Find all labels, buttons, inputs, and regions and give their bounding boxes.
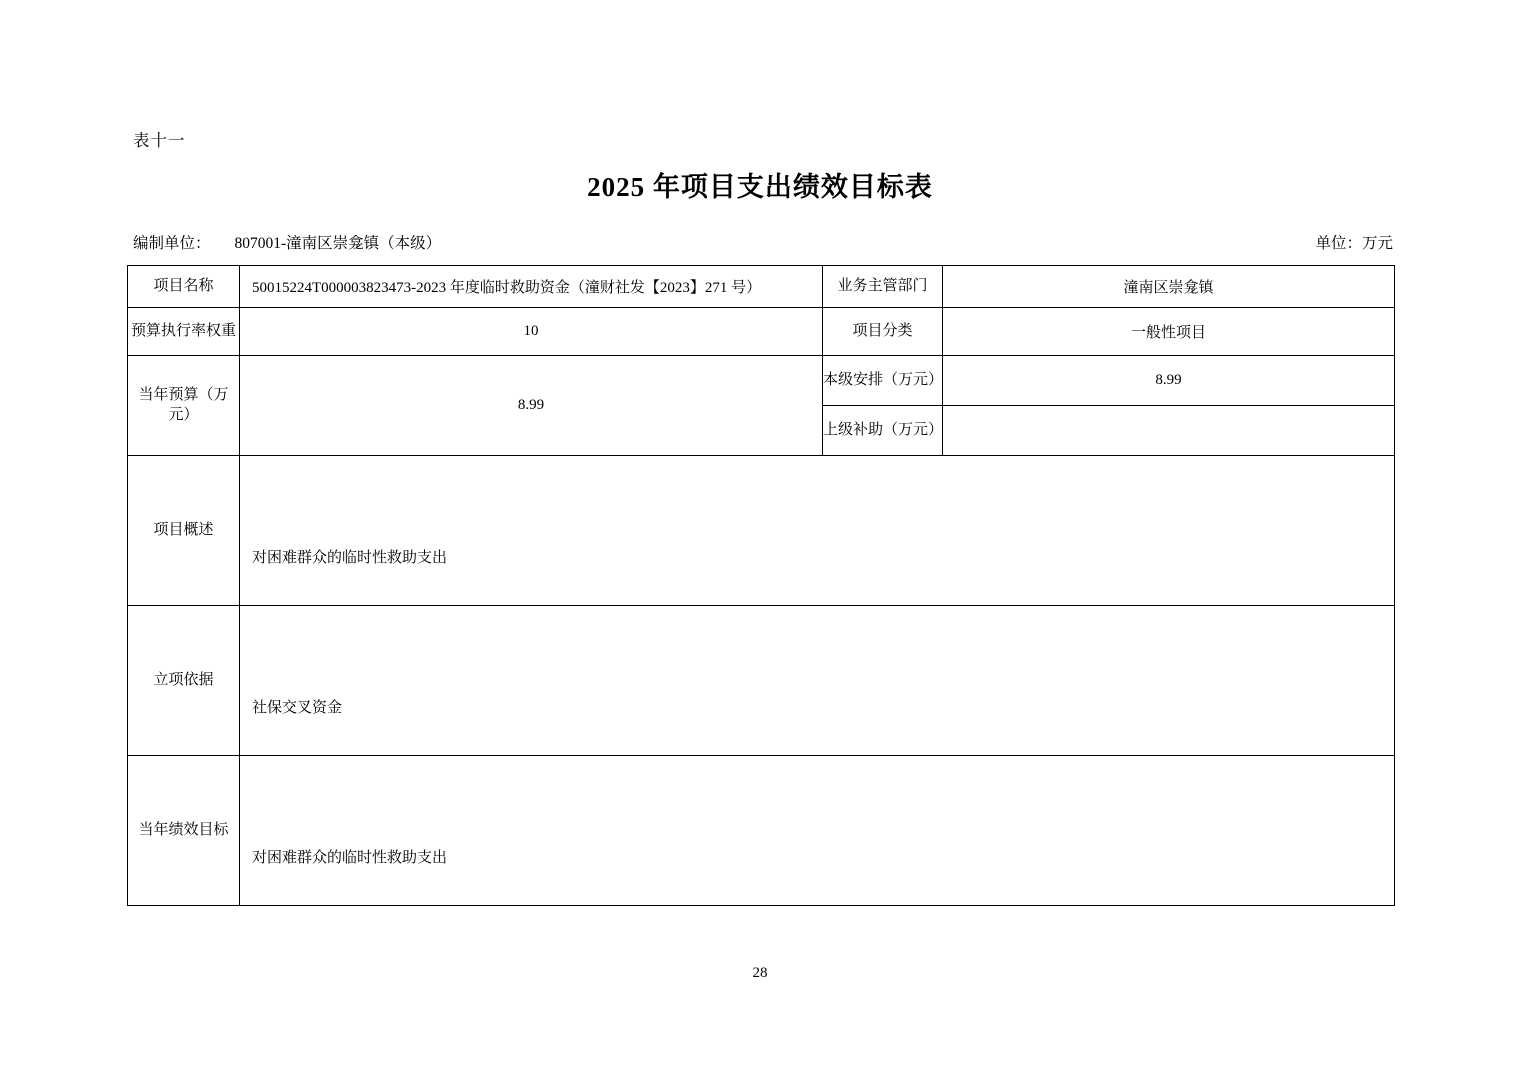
local-arrangement-label: 本级安排（万元） bbox=[823, 356, 943, 406]
compiler-value: 807001-潼南区崇龛镇（本级） bbox=[234, 235, 442, 252]
dept-label: 业务主管部门 bbox=[823, 266, 943, 308]
table-row bbox=[128, 756, 1395, 906]
upper-subsidy-value bbox=[943, 406, 1395, 456]
table-row bbox=[128, 308, 1395, 356]
table-row bbox=[128, 456, 1395, 606]
table-label: 表十一 bbox=[133, 131, 186, 150]
annual-goal-label: 当年绩效目标 bbox=[128, 756, 240, 906]
project-category-value: 一般性项目 bbox=[943, 308, 1395, 356]
compiler-info bbox=[133, 231, 441, 253]
dept-value: 潼南区崇龛镇 bbox=[943, 266, 1395, 308]
upper-subsidy-label: 上级补助（万元） bbox=[823, 406, 943, 456]
current-budget-label: 当年预算（万元） bbox=[128, 356, 240, 456]
project-overview-label: 项目概述 bbox=[128, 456, 240, 606]
project-overview-value: 对困难群众的临时性救助支出 bbox=[240, 456, 1395, 606]
annual-goal-value: 对困难群众的临时性救助支出 bbox=[240, 756, 1395, 906]
project-basis-label: 立项依据 bbox=[128, 606, 240, 756]
exec-rate-weight-label: 预算执行率权重 bbox=[128, 308, 240, 356]
meta-row bbox=[133, 231, 1393, 253]
compiler-label: 编制单位： bbox=[133, 235, 211, 252]
current-budget-value: 8.99 bbox=[240, 356, 823, 456]
project-name-value: 50015224T000003823473-2023 年度临时救助资金（潼财社发【2023】271 号） bbox=[240, 266, 823, 308]
project-name-label: 项目名称 bbox=[128, 266, 240, 308]
table-row bbox=[128, 606, 1395, 756]
page-title: 2025 年项目支出绩效目标表 bbox=[587, 172, 933, 202]
unit-note: 单位：万元 bbox=[1315, 235, 1393, 252]
page-number: 28 bbox=[752, 965, 768, 981]
table-row bbox=[128, 356, 1395, 406]
performance-goal-table bbox=[127, 265, 1395, 906]
project-category-label: 项目分类 bbox=[823, 308, 943, 356]
table-row bbox=[128, 266, 1395, 308]
project-basis-value: 社保交叉资金 bbox=[240, 606, 1395, 756]
exec-rate-weight-value: 10 bbox=[240, 308, 823, 356]
local-arrangement-value: 8.99 bbox=[943, 356, 1395, 406]
